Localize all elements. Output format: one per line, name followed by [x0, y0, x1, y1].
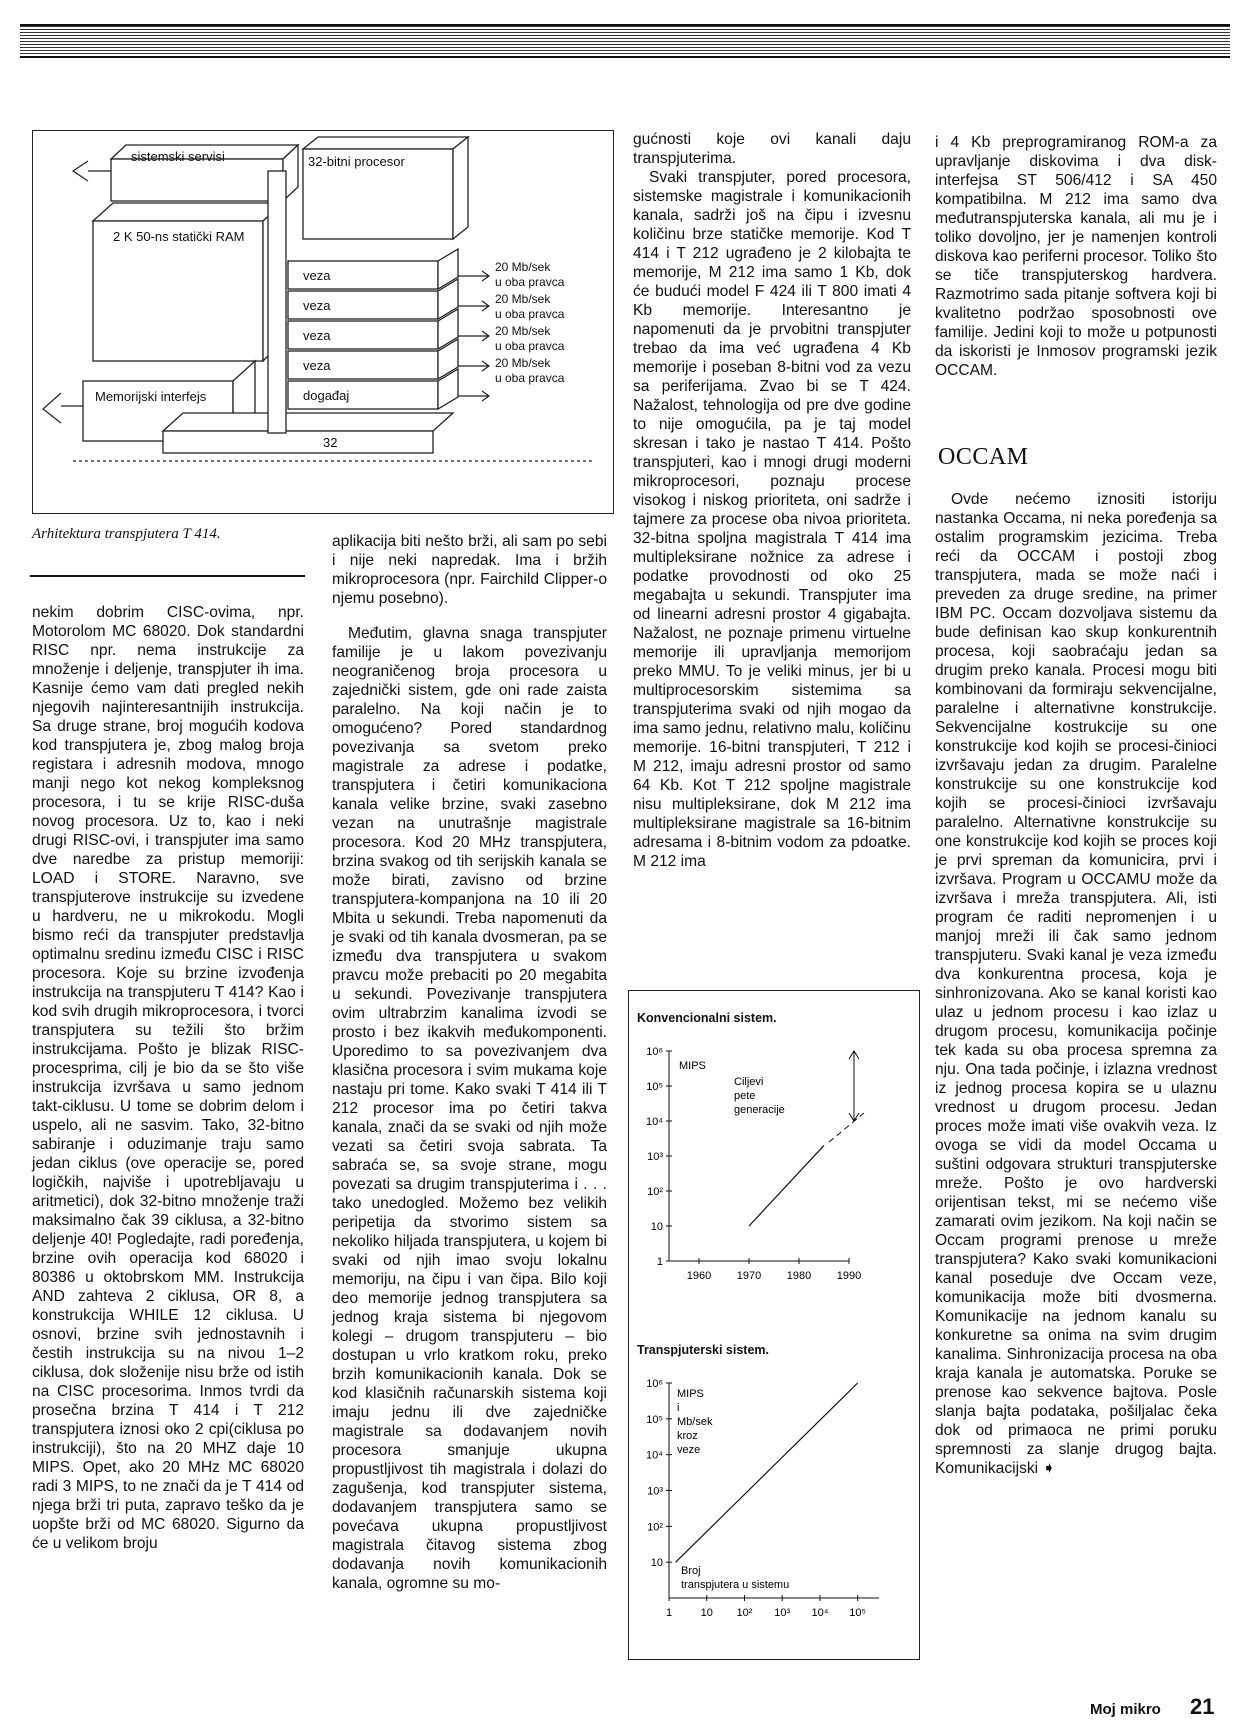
- chart1-title: Konvencionalni sistem.: [637, 1011, 777, 1025]
- chart1-series-line: [749, 1145, 824, 1226]
- chart1-y-tick-label: 10⁴: [646, 1116, 663, 1128]
- col1-paragraph: nekim dobrim CISC-ovima, npr. Motorolom MC 68020. Dok standardni RISC npr. nema instrukcije za množenje i deljenje, transpjuter ih ima. Kasnije ćemo vam dati pregled nekih njegovih najinteresantnijih instrukcija. Sa druge strane, broj mogućih kodova kod transpjutera je, zbog malog broja registara i adresnih modova, mnogo manji nego kot nekog kompleksnog procesora, i tu se krije RISC-duša novog procesora. Uz to, kao i neki drugi RISC-ovi, i transpjuter ima samo dve naredbe za pristup memoriji: LOAD i STORE. Naravno, sve transpjuterove instrukcije su izvedene u hardveru, ne u mikrokodu. Mogli bismo reći da transpjuter predstavlja optimalnu sredinu između CISC i RISC procesora. Koje su brzine izvođenja instrukcija na transpjuteru T 414? Kao i kod svih drugih mikroprocesora, i tvorci transpjutera su težili što bržim instrukcijama. Pošto je blizak RISC-procesprima, cilj je bio da se što više instrukcija izvršava u samo jednom takt-ciklusu. U tome se dobrim delom i uspelo, ali ne sasvim. Tako, 32-bitno sabiranje i oduzimanje traju samo jedan ciklus (ove operacije se, pored logičkih, najviše i upotrebljavaju u aritmetici), dok 32-bitno množenje traži maksimalno čak 39 ciklusa, a 32-bitno deljenje 40! Pogledajte, radi poređenja, brzine ovih operacija kod 68020 i 80386 u oktobrskom MM. Instrukcija AND zahteva 2 ciklusa, OR 8, a konstrukcija WHILE 12 ciklusa. U osnovi, brzine svih jednostavnih i čestih instrukcija su na nivou 1–2 ciklusa, dok složenije nisu brže od istih na CISC procesorima. Inmos tvrdi da prosečna brzina T 414 i T 212 transpjutera iznosi oko 2 cpi(ciklusa po instrukciji), što na 20 MHZ daje 10 MIPS. Opet, ako 20 MHz MC 68020 radi 3 MIPS, to ne znači da je T 414 od njega brži tri puta, zapravo teško da je uopšte brži od MC 68020. Sigurno da će u velikom broju: [32, 604, 304, 1552]
- label-link-3: veza: [303, 328, 331, 343]
- chart2-x-tick-label: 10⁵: [849, 1607, 867, 1619]
- chart-transputer-system: [629, 1363, 919, 1663]
- chart2-x-tick-label: 10⁴: [811, 1607, 829, 1619]
- chart2-y-label-word: veze: [677, 1444, 701, 1456]
- chart2-x-label-line1: Broj: [681, 1565, 701, 1577]
- chart2-x-label-line2: transpjutera u sistemu: [681, 1579, 790, 1591]
- label-dir-2: u oba pravca: [495, 307, 565, 321]
- section-heading-occam: OCCAM: [938, 444, 1029, 470]
- text-column-4: [935, 490, 1217, 1478]
- ram-top: [93, 203, 283, 221]
- chart1-annotation-word: Ciljevi: [734, 1076, 764, 1088]
- col3-paragraph-1: gućnosti koje ovi kanali daju transpjuterima.: [633, 131, 911, 167]
- label-link-2: veza: [303, 298, 331, 313]
- chart2-y-tick-label: 10⁵: [646, 1413, 663, 1426]
- chart2-y-tick-label: 10⁴: [646, 1449, 663, 1462]
- text-column-2-top: [332, 532, 607, 608]
- header-rule-bar: [20, 24, 1230, 58]
- chart1-y-tick-label: 10³: [647, 1151, 663, 1163]
- text-column-3-top: [633, 130, 911, 168]
- services-arrow: [73, 161, 111, 181]
- chart1-x-tick-label: 1980: [786, 1270, 812, 1282]
- chart1-x-tick-label: 1970: [736, 1270, 762, 1282]
- chart2-y-label-word: MIPS: [677, 1388, 704, 1400]
- label-event: događaj: [303, 388, 350, 403]
- label-dir-1: u oba pravca: [495, 275, 565, 289]
- text-column-2: [332, 624, 607, 1593]
- label-rate-2: 20 Mb/sek: [495, 292, 551, 306]
- chart1-annotation-word: pete: [734, 1090, 756, 1102]
- label-rate-3: 20 Mb/sek: [495, 324, 551, 338]
- diagram-caption: Arhitektura transpjutera T 414.: [32, 526, 221, 542]
- footer-magazine-name: Moj mikro: [1090, 1701, 1161, 1718]
- chart2-x-tick-label: 10³: [774, 1607, 791, 1619]
- label-link-4: veza: [303, 358, 331, 373]
- label-processor: 32-bitni procesor: [308, 154, 405, 169]
- footer-page-number: 21: [1190, 1694, 1215, 1719]
- text-column-4-top: [935, 133, 1217, 380]
- label-rate-4: 20 Mb/sek: [495, 356, 551, 370]
- vertical-bus: [268, 171, 286, 433]
- chart2-y-tick-label: 10⁶: [646, 1378, 663, 1390]
- system-services-block: [111, 159, 283, 201]
- col2-paragraph-1: aplikacija biti nešto brži, ali sam po sebi i nije neki napredak. Ima i bržih mikroprocesora (npr. Fairchild Clipper-o njemu posebno).: [332, 533, 607, 607]
- chart1-y-tick-label: 1: [656, 1256, 663, 1268]
- chart2-series-line: [676, 1383, 858, 1562]
- chart2-title: Transpjuterski sistem.: [637, 1343, 770, 1357]
- chart1-y-label: MIPS: [679, 1060, 706, 1072]
- chart2-y-label-word: Mb/sek: [677, 1416, 713, 1428]
- col4-paragraph-2: Ovde nećemo iznositi istoriju nastanka Occama, ni neka poređenja sa ostalim programskim jezicima. Treba reći da OCCAM i postoji zbog transpjutera, mada se može naći i preveden za druge sredine, na primer IBM PC. Occam dozvoljava sistemu da bude definisan kao skup konkurentnih procesa, koji saobraćaju jedan sa drugim preko kanala. Procesi mogu biti kombinovani da formiraju sekvencijalne, paralelne i alternativne konstrukcije. Sekvencijalne kostrukcije su one konstrukcije kod kojih se procesi-činioci izvršavaju jedan za drugim. Paralelne konstrukcije su one konstrukcije kod kojih se procesi-činioci izvršavaju paralelno. Alternativne konstrukcije su one konstrukcije kod kojih se proces koji je prvi spreman da komunicira, prvi i izvršava. Program u OCCAMU može da izvršava i mreža transpjutera. Ali, isti program će raditi nepromenjen i u manjoj mreži ili čak samo jednom transpjuteru. Svaki kanal je veza između dva konkurentna procesa, koja je sinhronizovana. Ako se kanal koristi kao ulaz u jednom procesu i kao izlaz u drugom procesu, komunikacija počinje tek kada su oba procesa spremna za nju. Ona tada počinje, i izlazna vrednost iz jednog procesa kopira se u ulaznu vrednost u drugom procesu. Jedan proces može imati više ovakvih veza. Iz ovoga se vidi da model Occama u suštini odgovara strukturi transpjuterske mreže. Pošto je ovo hardverski orijentisan tekst, mi se nećemo više zamarati ovim jezikom. Na koji način se Occam programi prenose u mreže transpjutera? Kako svaki komunikacioni kanal poseduje dve Occam veze, komunikacija može biti dvosmerna. Komunikacije na jednom kanalu su konkuretne sa onima na svim drugim kanalima. Sinhronizacija procesa na oba kraja kanala je automatska. Poruke se prenose kao sekvence bajtova. Posle slanja bajta podataka, pošiljalac čeka dok od primaoca ne primi poruku spremnosti za slanje drugog bajta. Komunikacijski ➧: [935, 491, 1217, 1477]
- label-memory-interface: Memorijski interfejs: [95, 389, 207, 404]
- architecture-drawing: [33, 131, 613, 513]
- chart1-extrapolation-line: [829, 1113, 864, 1142]
- chart1-y-tick-label: 10⁵: [646, 1081, 663, 1093]
- chart2-y-tick-label: 10³: [647, 1485, 663, 1498]
- charts-figure: [628, 990, 920, 1660]
- chart1-y-tick-label: 10: [650, 1221, 663, 1233]
- text-column-3: [633, 168, 911, 871]
- chart1-x-tick-label: 1990: [836, 1270, 862, 1282]
- bus-block: [163, 431, 433, 453]
- col4-paragraph-1: i 4 Kb preprogramiranog ROM-a za upravljanje diskovima i dva disk-interfejsa ST 506/412 i SA 450 kompatibilna. M 212 ima samo dva međutranspjuterska kanala, ali mu je i toliko dovoljno, jer je namenjen kontroli diskova kao periferni procesor. Toliko što se tiče transpjuterskog hardvera. Razmotrimo sada pitanje softvera koji bi kvalitetno podržao sposobnosti ove familije. Jedini koji to može u potpunosti da iskoristi je Inmosov programski jezik OCCAM.: [935, 134, 1217, 379]
- chart2-y-label-word: i: [677, 1402, 680, 1414]
- label-dir-3: u oba pravca: [495, 339, 565, 353]
- memory-arrow: [43, 393, 83, 423]
- chart2-x-tick-label: 1: [665, 1607, 673, 1619]
- label-bus-width: 32: [323, 435, 338, 450]
- chart-conventional-system: [629, 1031, 919, 1331]
- text-column-1: [32, 603, 304, 1553]
- chart1-annotation-word: generacije: [734, 1104, 785, 1116]
- label-link-1: veza: [303, 268, 331, 283]
- chart2-y-tick-label: 10²: [647, 1521, 663, 1534]
- transputer-architecture-diagram: [32, 130, 614, 514]
- chart2-y-label-word: kroz: [677, 1430, 698, 1442]
- label-system-services: sistemski servisi: [131, 149, 225, 164]
- label-ram: 2 K 50-ns statički RAM: [113, 229, 245, 244]
- label-rate-1: 20 Mb/sek: [495, 260, 551, 274]
- chart2-y-tick-label: 10: [650, 1557, 663, 1570]
- col2-paragraph-2: Međutim, glavna snaga transpjuter familije je u lakom povezivanju neograničenog broja procesora u zajednički sistem, gde oni rade zaista paralelno. Na koji način je to omogućeno? Pored standardnog povezivanja sa svetom preko magistrale za adrese i podatke, transpjutera i četiri komunikaciona kanala velike brzine, svaki zasebno vezan na unutrašnje magistrale procesora. Kod 20 MHz transpjutera, brzina svakog od tih serijskih kanala se može birati, zavisno od brzine transpjutera-kompanjona na 10 ili 20 Mbita u sekundi. Treba napomenuti da je svaki od tih kanala dvosmeran, pa se između dva transpjutera u svakom pravcu može prebaciti po 20 megabita u sekundi. Povezivanje transpjutera ovim ultrabrzim kanalima izvodi se prosto i bez ikakvih međukomponenti. Uporedimo to sa povezivanjem dva klasična procesora i svim mukama koje nastaju pri tome. Kako svaki T 414 ili T 212 procesor ima po četiri takva kanala, znači da se svaki od njih može vezati sa četiri svoja sabrata. Ta sabraća se, sa svoje strane, mogu povezati sa drugim transpjuterima i . . . tako unedogled. Možemo bez velikih peripetija da stvorimo sistem sa nekoliko hiljada transpjutera, u kojem bi svaki od njih imao svoju lokalnu memoriju, na čipu i van čipa. Bilo koji deo memorije jednog transpjutera sa jednog kraja sistema bi njegovom kolegi – drugom transpjuteru – bio dostupan u vrlo kratkom roku, preko brzih komunikacionih kanala. Dok se kod klasičnih računarskih sistema koji imaju jednu ili dve zajedničke magistrale sa dodavanjem novih procesora smanjuje ukupna propustljivost tih magistrala i dolazi do zagušenja, kod transpjuter sistema, dodavanjem transpjutera samo se povećava ukupna propustljivost magistrala čitavog sistema zbog dodavanja novih komunikacionih kanala, ogromne su mo-: [332, 625, 607, 1592]
- chart1-y-tick-label: 10⁶: [646, 1046, 663, 1058]
- label-dir-4: u oba pravca: [495, 371, 565, 385]
- chart1-y-tick-label: 10²: [647, 1186, 663, 1198]
- chart1-x-tick-label: 1960: [686, 1270, 712, 1282]
- col3-paragraph-2: Svaki transpjuter, pored procesora, sistemske magistrale i komunikacionih kanala, sadrži još na čipu i izvesnu količinu brze statičke memorije. Kod T 414 i T 212 ugrađeno je 2 kilobajta te memorije, M 212 ima samo 1 Kb, dok će budući model F 424 ili T 800 imati 4 Kb memorije. Interesantno je napomenuti da je prvobitni transpjuter trebao da ima već ugrađena 4 Kb memorije i poseban 8-bitni vod za vezu sa periferijama. Zvao bi se T 424. Nažalost, tehnologija od pre dve godine to nije omogućila, pa je taj model skresan i tako je nastao T 414. Pošto transpjuteri, kao i mnogi drugi moderni mikroprocesori, poznaju procese visokog i niskog prioriteta, oni sadrže i tajmere za procese oba nivoa prioriteta. 32-bitna spoljna magistrala T 414 ima multipleksirane nožnice za adrese i podatke provodnosti od oko 25 megabajta u sekundi. Transpjuter ima od linearni adresni prostor 4 gigabajta. Nažalost, ne poznaje primenu virtuelne memorije ili upravljanja memorijom preko MMU. To je veliki minus, jer bi u multiprocesorskim sistemima sa transpjuterima svaki od njih mogao da ima samo jednu, relativno malu, količinu memorije. 16-bitni transpjuteri, T 212 i M 212, imaju adresni prostor od samo 64 Kb. Kot T 212 spoljne magistrale nisu multipleksirane, dok M 212 ima multipleksirane magistrale sa 16-bitnim adresama i 8-bitnim vodom za pdoatke. M 212 ima: [633, 169, 911, 870]
- chart2-x-tick-label: 10²: [736, 1607, 753, 1619]
- caption-rule: [30, 575, 305, 577]
- chart2-x-tick-label: 10: [700, 1607, 713, 1619]
